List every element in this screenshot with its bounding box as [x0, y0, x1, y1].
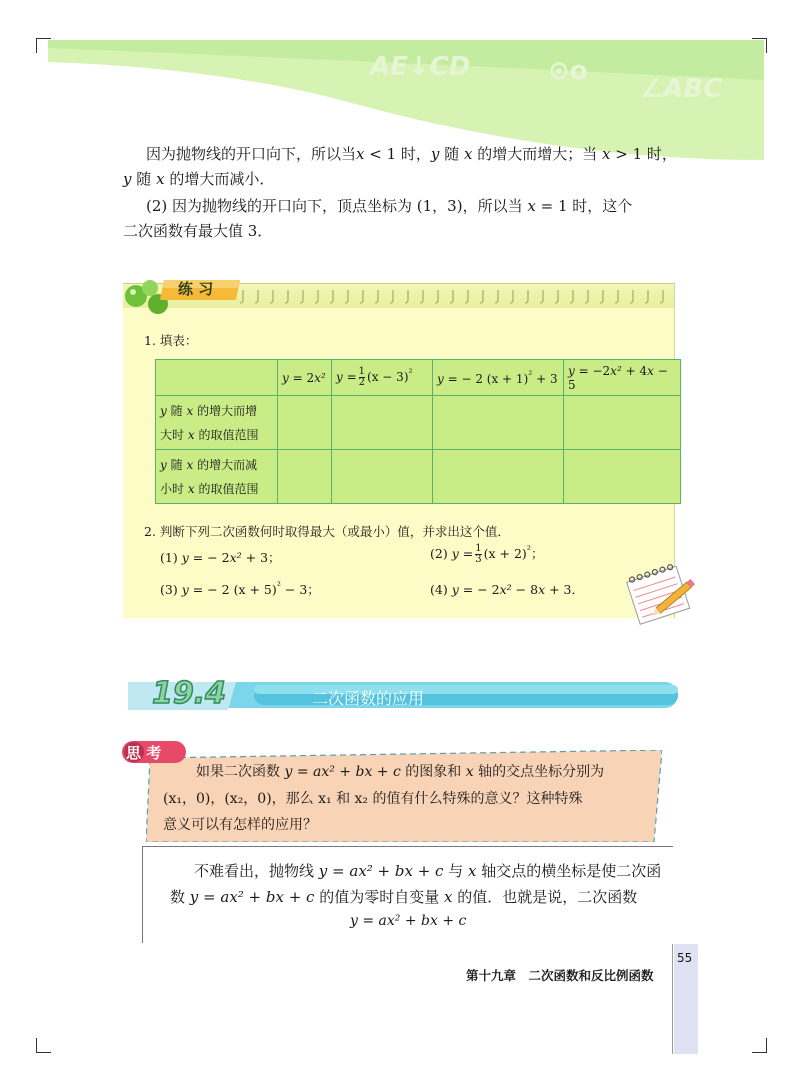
- table-cell[interactable]: [332, 396, 433, 450]
- think-line-2: (x₁，0)，(x₂，0)，那么 x₁ 和 x₂ 的值有什么特殊的意义？这种特殊: [163, 791, 583, 807]
- section-title: 二次函数的应用: [312, 689, 425, 708]
- fill-in-table: [155, 359, 681, 504]
- think-tag-label: 思 考: [126, 744, 162, 762]
- footer-rule: [672, 944, 673, 1054]
- think-line-3: 意义可以有怎样的应用？: [163, 817, 317, 833]
- table-corner-cell: [156, 360, 278, 396]
- table-cell[interactable]: [433, 450, 564, 504]
- table-cell[interactable]: [278, 450, 332, 504]
- practice-badge: [120, 268, 250, 316]
- main-formula: y = ax² + bx + c: [350, 913, 467, 929]
- footer-chapter: 第十九章 二次函数和反比例函数: [466, 968, 654, 983]
- table-cell[interactable]: [564, 396, 681, 450]
- page-number: 55: [677, 951, 693, 965]
- intro-line-3: (2) 因为抛物线的开口向下，顶点坐标为 (1，3)，所以当 x = 1 时，这个: [146, 197, 633, 215]
- crop-mark-bl: [36, 1038, 51, 1053]
- intro-line-2: y 随 x 的增大而减小．: [123, 170, 275, 188]
- table-header-1: y = 2x²: [278, 360, 332, 396]
- table-cell[interactable]: [332, 450, 433, 504]
- table-cell[interactable]: [564, 450, 681, 504]
- section-heading: [124, 672, 684, 718]
- section-number: 19.4: [152, 676, 227, 711]
- page-number-tab: [674, 944, 698, 1054]
- notepad-pencil-icon: [624, 562, 700, 626]
- intro-line-4: 二次函数有最大值 3．: [123, 222, 273, 240]
- banner-text-1: AE↓CD: [370, 52, 471, 82]
- table-row-label-2: y 随 x 的增大而减 小时 x 的取值范围: [156, 450, 278, 504]
- table-header-4: y = −2x² + 4x − 5: [564, 360, 681, 396]
- main-line-1: 不难看出，抛物线 y = ax² + bx + c 与 x 轴交点的横坐标是使二次函: [194, 862, 662, 880]
- think-tag: [120, 738, 190, 766]
- q2-item-1: (1) y = − 2x² + 3；: [160, 550, 281, 565]
- table-header-2: y = $\frac{1}{2}$ $(x - 3)^{^2}$: [332, 360, 433, 396]
- intro-line-1: 因为抛物线的开口向下，所以当x < 1 时，y 随 x 的增大而增大；当 x > 1 时，: [146, 145, 677, 163]
- q2-item-4: (4) y = − 2x² − 8x + 3．: [430, 582, 585, 597]
- table-cell[interactable]: [278, 396, 332, 450]
- table-header-3: y = − 2 $(x + 1)^{^2} + 3$: [433, 360, 564, 396]
- q1-label: 1. 填表：: [144, 333, 198, 348]
- q2-label: 2. 判断下列二次函数何时取得最大（或最小）值，并求出这个值．: [144, 524, 510, 539]
- q2-item-3: (3) y = − 2 $(x + 5)^{^2} - 3$；: [160, 580, 320, 598]
- table-row-label-1: y 随 x 的增大而增 大时 x 的取值范围: [156, 396, 278, 450]
- crop-mark-br: [752, 1038, 767, 1053]
- banner-text-2: ⊙o: [548, 56, 588, 86]
- q2-item-2: (2) y = $\frac{1}{3}$ $(x + 2)^{^2}$；: [430, 543, 544, 566]
- think-line-1: 如果二次函数 y = ax² + bx + c 的图象和 x 轴的交点坐标分别为: [196, 764, 605, 780]
- banner-text-3: ∠ABC: [640, 74, 723, 104]
- main-line-2: 数 y = ax² + bx + c 的值为零时自变量 x 的值．也就是说，二次函数: [170, 888, 638, 906]
- table-cell[interactable]: [433, 396, 564, 450]
- practice-title: 练 习: [178, 280, 214, 298]
